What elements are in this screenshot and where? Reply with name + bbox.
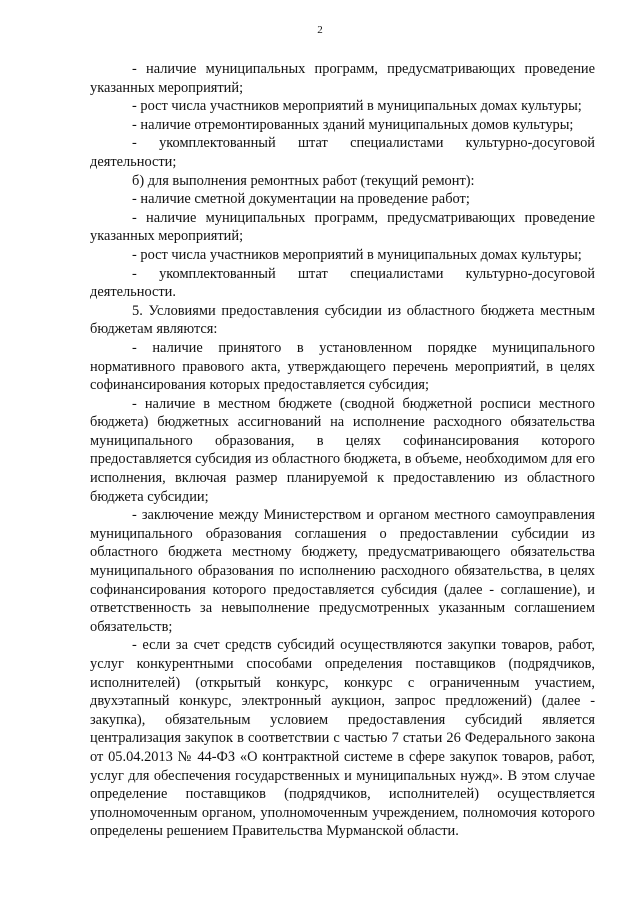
paragraph: - рост числа участников мероприятий в муниципальных домах культуры;	[132, 246, 582, 263]
page-number: 2	[317, 24, 323, 36]
paragraph: - наличие сметной документации на проведение работ;	[132, 191, 470, 208]
paragraph: - укомплектованный штат специалистами культурно-досуговой деятельности.	[90, 265, 595, 301]
paragraph: - рост числа участников мероприятий в муниципальных домах культуры;	[132, 98, 582, 115]
paragraph: 5. Условиями предоставления субсидии из областного бюджета местным бюджетам являются:	[90, 302, 595, 338]
paragraph: - наличие отремонтированных зданий муниципальных домов культуры;	[132, 116, 574, 133]
paragraph: - наличие муниципальных программ, предусматривающих проведение указанных мероприятий;	[90, 209, 595, 245]
paragraph: - наличие муниципальных программ, предусматривающих проведение указанных мероприятий;	[90, 61, 595, 96]
paragraph: - если за счет средств субсидий осуществляются закупки товаров, работ, услуг конкурентными способами определения поставщиков (подрядчиков, исполнителей) (открытый конкурс, конкурс с ограниченным участием, двухэтапный конкурс, электронный аукцион, запрос предложений) (далее - закупка), обязательным условием предоставления субсидий является централизация закупок в соответствии с частью 7 статьи 26 Федерального закона от 05.04.2013 № 44-ФЗ «О контрактной системе в сфере закупок товаров, работ, услуг для обеспечения государственных и муниципальных нужд». В этом случае определение поставщиков (подрядчиков, исполнителей) осуществляется уполномоченным органом, уполномоченным учреждением, полномочия которого определены решением Правительства Мурманской области.	[90, 637, 595, 840]
paragraph: - наличие в местном бюджете (сводной бюджетной росписи местного бюджета) бюджетных ассигнований на исполнение расходного обязательства муниципального образования, в целях софинансирования которого предоставляется субсидия из областного бюджета, в объеме, необходимом для его исполнения, включая размер планируемой к предоставлению из областного бюджета субсидии;	[90, 395, 595, 505]
paragraph: б) для выполнения ремонтных работ (текущий ремонт):	[132, 172, 475, 189]
paragraph: - наличие принятого в установленном порядке муниципального нормативного правового акта, утверждающего перечень мероприятий, в целях софинансирования которых предоставляется субсидия;	[90, 339, 595, 394]
paragraph: - заключение между Министерством и органом местного самоуправления муниципального образования соглашения о предоставлении субсидии из областного бюджета местному бюджету, предусматривающего обязательства муниципального образования по исполнению расходного обязательства, в целях софинансирования которого предоставляется субсидия (далее - соглашение), и ответственность за невыполнение предусмотренных указанным соглашением обязательств;	[90, 507, 595, 635]
document-body	[90, 60, 595, 841]
paragraph: - укомплектованный штат специалистами культурно-досуговой деятельности;	[90, 135, 595, 170]
